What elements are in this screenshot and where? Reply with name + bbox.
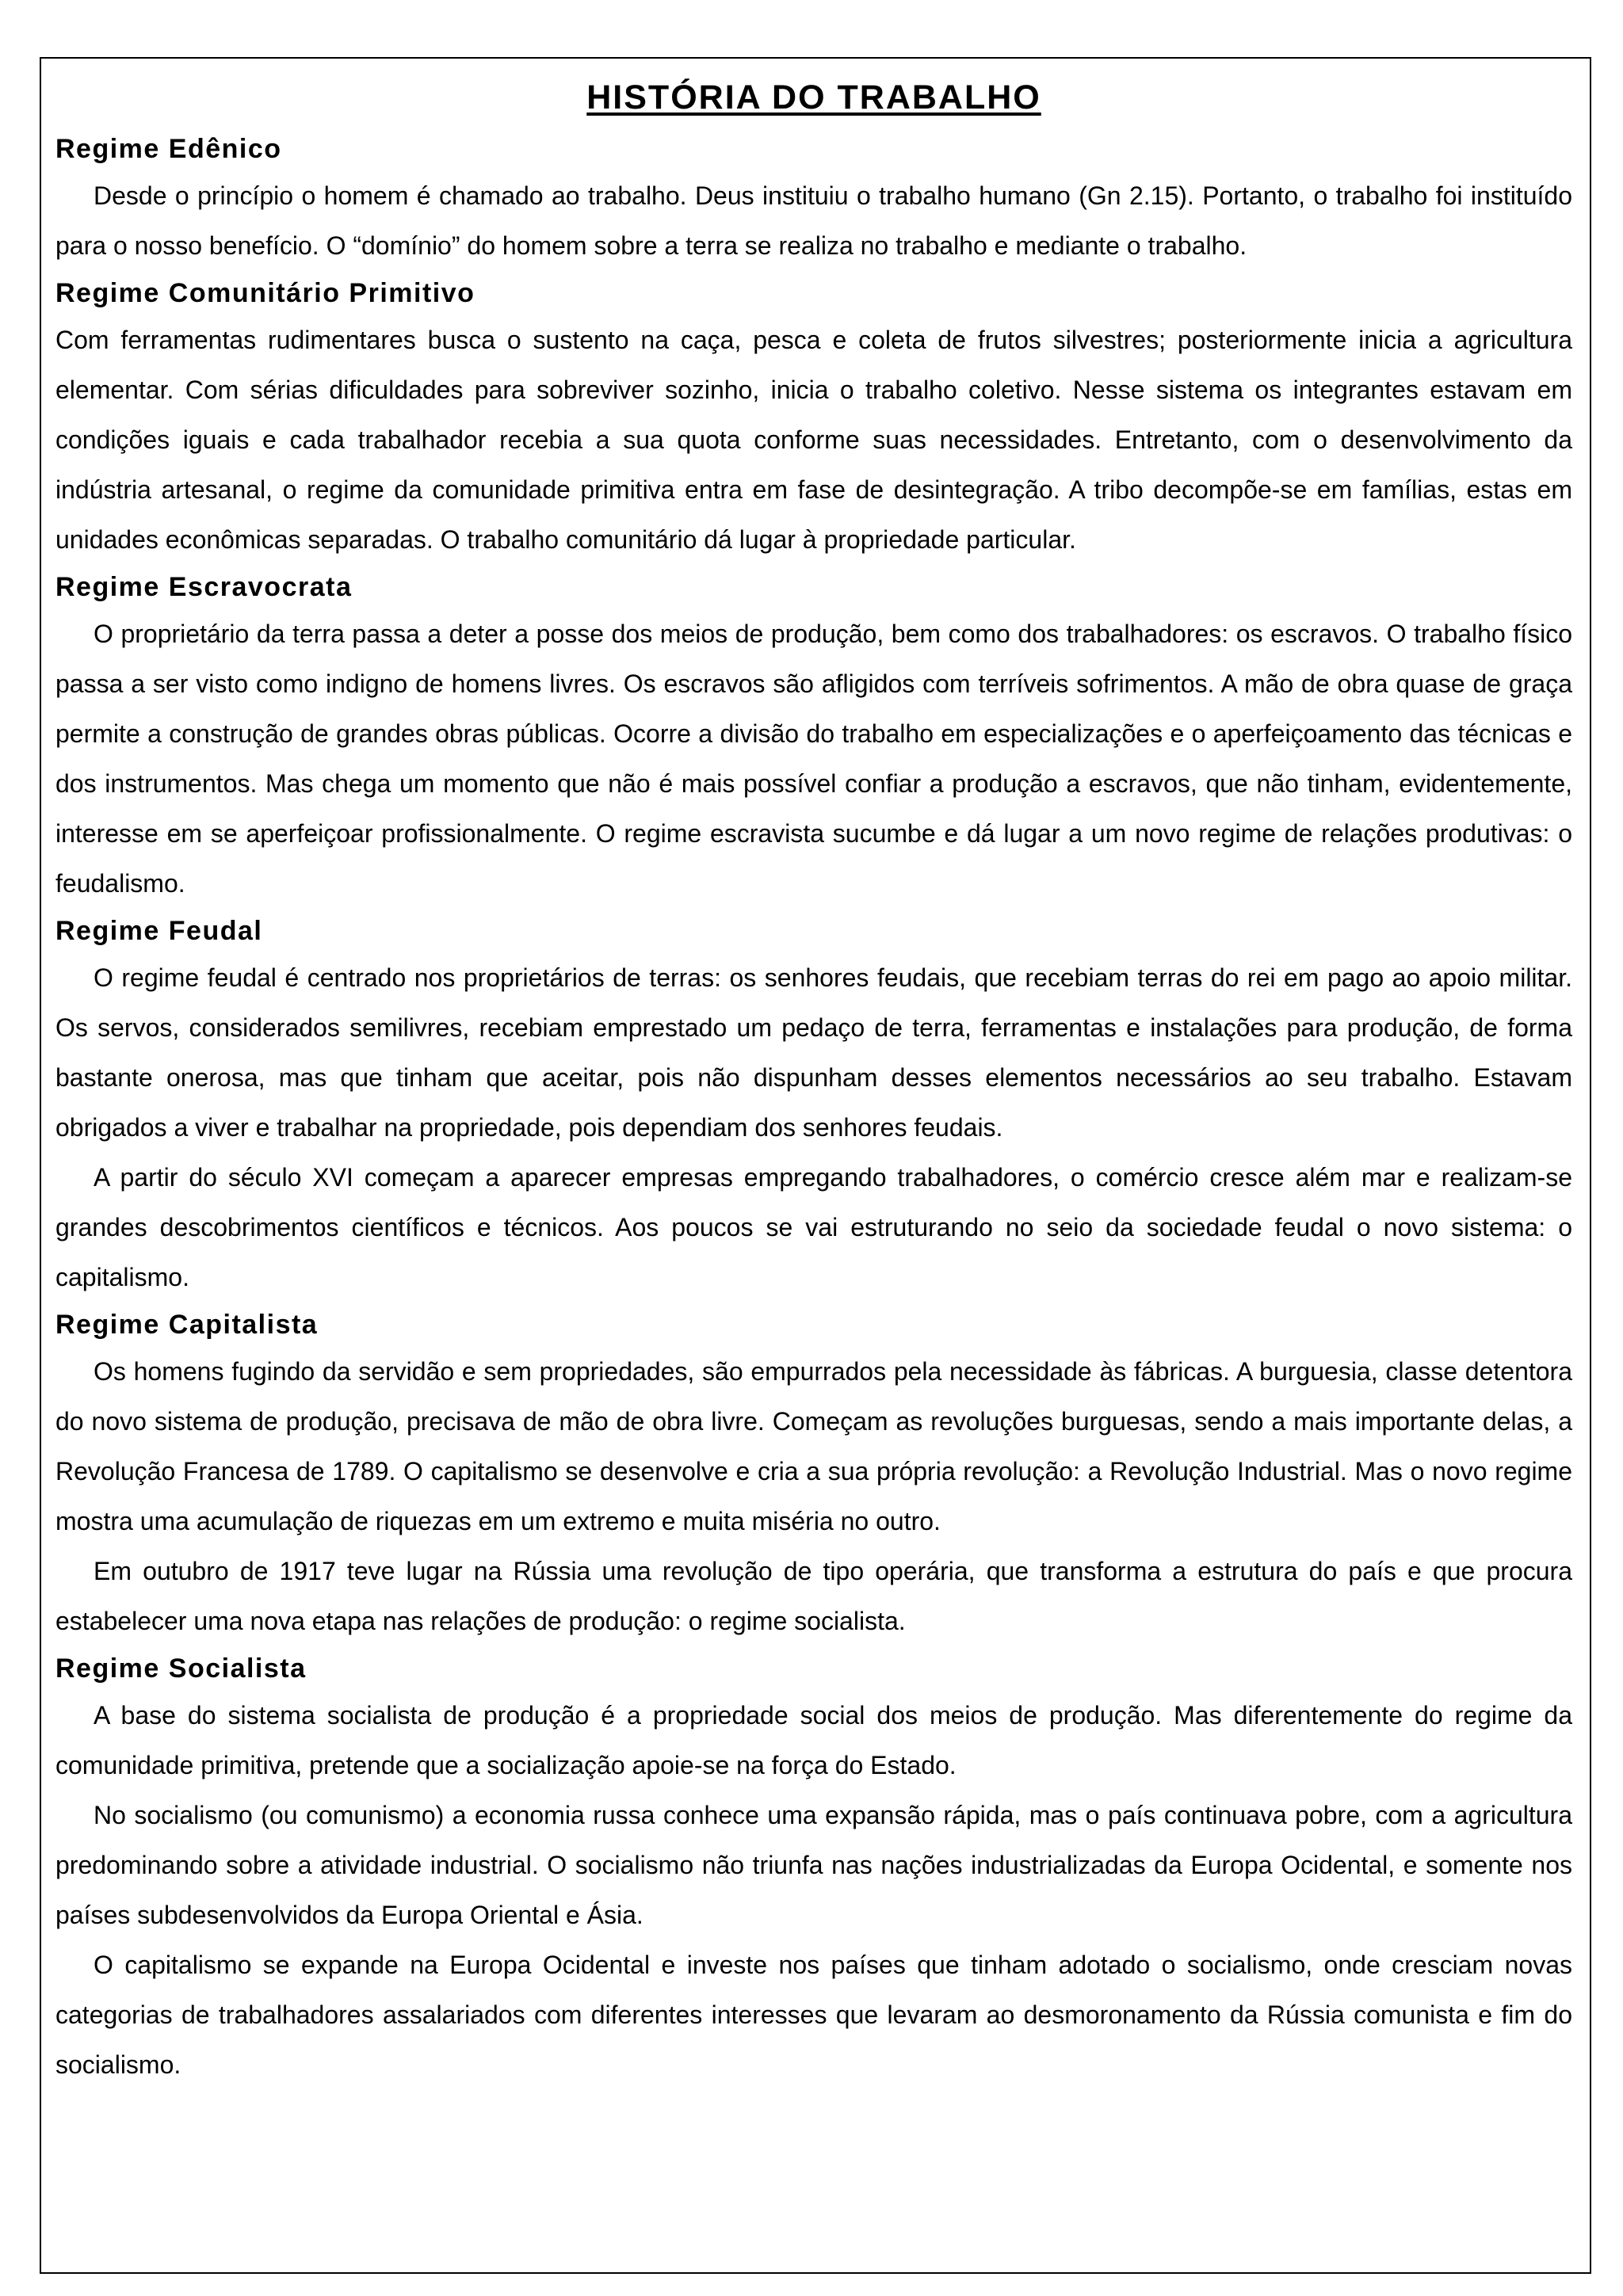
paragraph: Em outubro de 1917 teve lugar na Rússia uma revolução de tipo operária, que transforma a estrutura do país e que procura estabelecer uma nova etapa nas relações de produção: o regime socialista.	[55, 1557, 1572, 1635]
section-heading: Regime Edênico	[55, 134, 282, 164]
section-regime-comunitario-primitivo	[55, 271, 1572, 565]
section-heading: Regime Capitalista	[55, 1310, 319, 1340]
paragraph: No socialismo (ou comunismo) a economia russa conhece uma expansão rápida, mas o país continuava pobre, com a agricultura predominando sobre a atividade industrial. O socialismo não triunfa nas nações industrializadas da Europa Ocidental, e somente nos países subdesenvolvidos da Europa Oriental e Ásia.	[55, 1801, 1572, 1929]
paragraph: A base do sistema socialista de produção é a propriedade social dos meios de produção. Mas diferentemente do regime da comunidade primitiva, pretende que a socialização apoie-se na força do Estado.	[55, 1701, 1572, 1779]
paragraph: Desde o princípio o homem é chamado ao trabalho. Deus instituiu o trabalho humano (Gn 2.15). Portanto, o trabalho foi instituído para o nosso benefício. O “domínio” do homem sobre a terra se realiza no trabalho e mediante o trabalho.	[55, 181, 1572, 260]
paragraph: Com ferramentas rudimentares busca o sustento na caça, pesca e coleta de frutos silvestres; posteriormente inicia a agricultura elementar. Com sérias dificuldades para sobreviver sozinho, inicia o trabalho coletivo. Nesse sistema os integrantes estavam em condições iguais e cada trabalhador recebia a sua quota conforme suas necessidades. Entretanto, com o desenvolvimento da indústria artesanal, o regime da comunidade primitiva entra em fase de desintegração. A tribo decompõe-se em famílias, estas em unidades econômicas separadas. O trabalho comunitário dá lugar à propriedade particular.	[55, 326, 1572, 554]
section-regime-capitalista	[55, 1302, 1572, 1646]
paragraph: O capitalismo se expande na Europa Ocidental e investe nos países que tinham adotado o socialismo, onde cresciam novas categorias de trabalhadores assalariados com diferentes interesses que levaram ao desmoronamento da Rússia comunista e fim do socialismo.	[55, 1951, 1572, 2079]
section-heading: Regime Socialista	[55, 1653, 307, 1684]
section-regime-edenico	[55, 127, 1572, 271]
section-heading: Regime Comunitário Primitivo	[55, 278, 475, 308]
paragraph: Os homens fugindo da servidão e sem propriedades, são empurrados pela necessidade às fábricas. A burguesia, classe detentora do novo sistema de produção, precisava de mão de obra livre. Começam as revoluções burguesas, sendo a mais importante delas, a Revolução Francesa de 1789. O capitalismo se desenvolve e cria a sua própria revolução: a Revolução Industrial. Mas o novo regime mostra uma acumulação de riquezas em um extremo e muita miséria no outro.	[55, 1357, 1572, 1535]
section-heading: Regime Escravocrata	[55, 572, 353, 602]
section-regime-escravocrata	[55, 565, 1572, 909]
paragraph: O regime feudal é centrado nos proprietários de terras: os senhores feudais, que recebiam terras do rei em pago ao apoio militar. Os servos, considerados semilivres, recebiam emprestado um pedaço de terra, ferramentas e instalações para produção, de forma bastante onerosa, mas que tinham que aceitar, pois não dispunham desses elementos necessários ao seu trabalho. Estavam obrigados a viver e trabalhar na propriedade, pois dependiam dos senhores feudais.	[55, 963, 1572, 1142]
document-title: HISTÓRIA DO TRABALHO	[586, 78, 1041, 116]
section-regime-socialista	[55, 1646, 1572, 2090]
paragraph: O proprietário da terra passa a deter a posse dos meios de produção, bem como dos trabalhadores: os escravos. O trabalho físico passa a ser visto como indigno de homens livres. Os escravos são afligidos com terríveis sofrimentos. A mão de obra quase de graça permite a construção de grandes obras públicas. Ocorre a divisão do trabalho em especializações e o aperfeiçoamento das técnicas e dos instrumentos. Mas chega um momento que não é mais possível confiar a produção a escravos, que não tinham, evidentemente, interesse em se aperfeiçoar profissionalmente. O regime escravista sucumbe e dá lugar a um novo regime de relações produtivas: o feudalismo.	[55, 620, 1572, 898]
page-frame	[40, 57, 1591, 2274]
section-heading: Regime Feudal	[55, 916, 263, 946]
section-regime-feudal	[55, 909, 1572, 1302]
paragraph: A partir do século XVI começam a aparecer empresas empregando trabalhadores, o comércio cresce além mar e realizam-se grandes descobrimentos científicos e técnicos. Aos poucos se vai estruturando no seio da sociedade feudal o novo sistema: o capitalismo.	[55, 1163, 1572, 1291]
